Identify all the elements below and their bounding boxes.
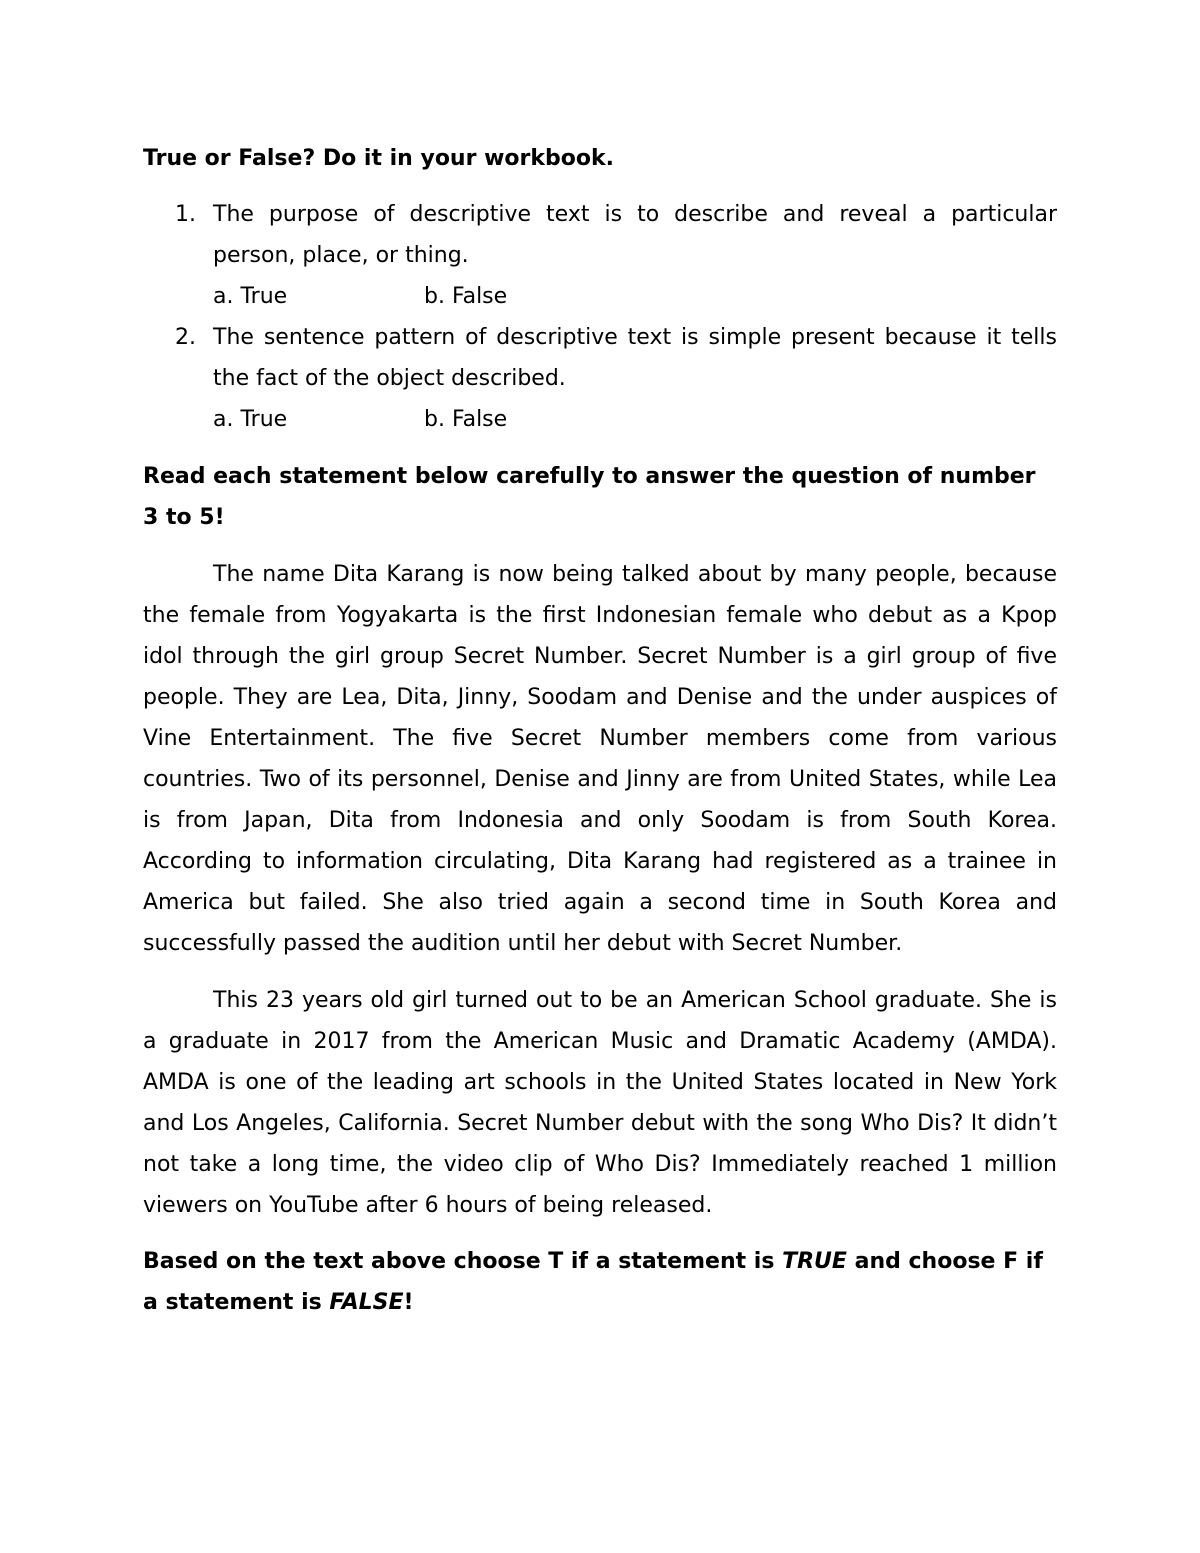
question-text: The purpose of descriptive text is to describe and reveal a particular person, place, or thing. [213, 202, 1057, 268]
false-word: FALSE [329, 1290, 404, 1315]
question-list [143, 194, 1057, 440]
question-item [143, 317, 1057, 440]
option-true: a. True [213, 284, 288, 309]
option-false: b. False [424, 407, 508, 432]
option-false: b. False [424, 284, 508, 309]
reading-instruction: Read each statement below carefully to answer the question of number 3 to 5! [143, 464, 1036, 530]
final-instruction-part: Based on the text above choose T if a statement is [143, 1249, 783, 1274]
answer-options [213, 399, 1057, 440]
question-number: 2. [175, 325, 196, 350]
final-instruction-part: and choose F if a statement is [143, 1249, 1043, 1315]
final-instruction-part: ! [403, 1290, 414, 1315]
true-word: TRUE [782, 1249, 847, 1274]
passage-paragraph: The name Dita Karang is now being talked about by many people, because the female from Yogyakarta is the first Indonesian female who debut as a Kpop idol through the girl group Secret Number. Secret Number is a girl group of five people. They are Lea, Dita, Jinny, Soodam and Denise and the under auspices of Vine Entertainment. The five Secret Number members come from various countries. Two of its personnel, Denise and Jinny are from United States, while Lea is from Japan, Dita from Indonesia and only Soodam is from South Korea. According to information circulating, Dita Karang had registered as a trainee in America but failed. She also tried again a second time in South Korea and successfully passed the audition until her debut with Secret Number. [143, 562, 1057, 956]
option-true: a. True [213, 407, 288, 432]
question-number: 1. [175, 202, 196, 227]
final-instruction [143, 1241, 1057, 1323]
page-title: True or False? Do it in your workbook. [143, 146, 614, 171]
answer-options [213, 276, 1057, 317]
question-item [143, 194, 1057, 317]
question-text: The sentence pattern of descriptive text is simple present because it tells the fact of the object described. [213, 325, 1057, 391]
document-page [143, 138, 1057, 1323]
passage-paragraph: This 23 years old girl turned out to be an American School graduate. She is a graduate in 2017 from the American Music and Dramatic Academy (AMDA). AMDA is one of the leading art schools in the United States located in New York and Los Angeles, California. Secret Number debut with the song Who Dis? It didn’t not take a long time, the video clip of Who Dis? Immediately reached 1 million viewers on YouTube after 6 hours of being released. [143, 988, 1057, 1218]
